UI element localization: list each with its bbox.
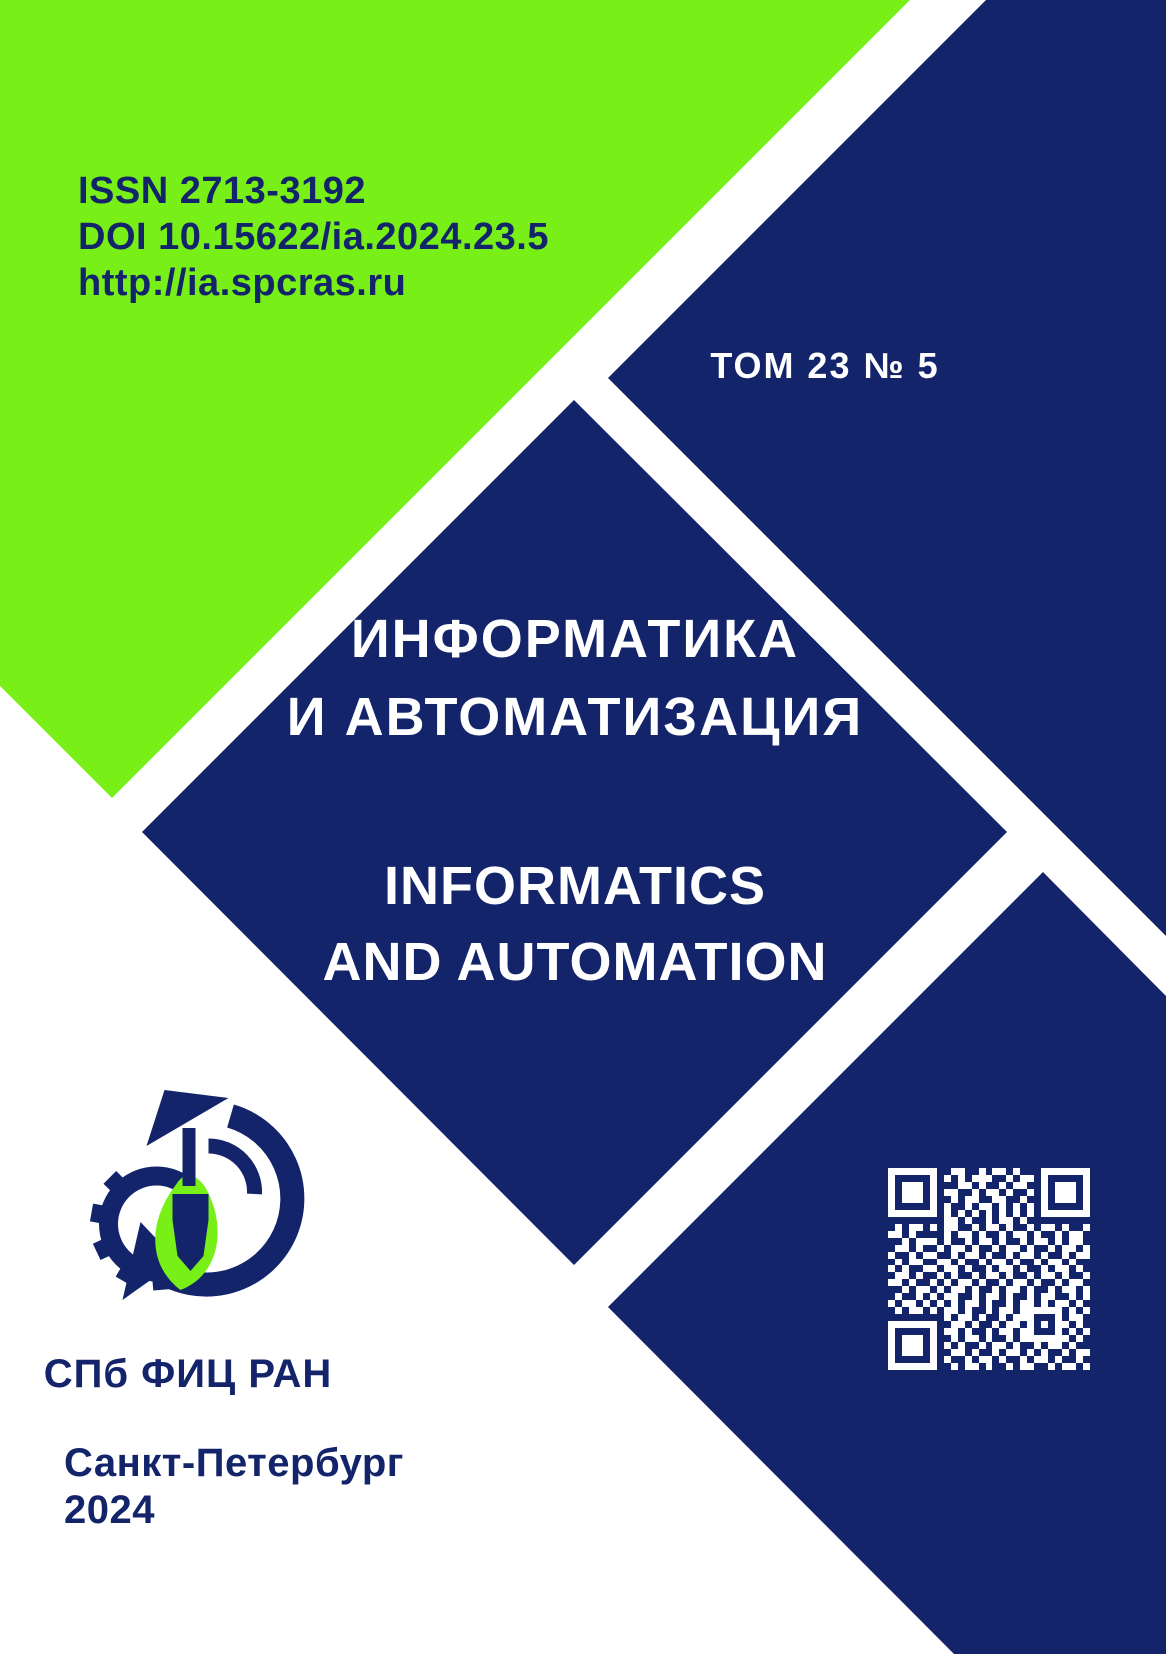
journal-title-en: [175, 848, 975, 1000]
journal-title-ru-line1: ИНФОРМАТИКА: [350, 609, 800, 669]
journal-title-en-line2: AND AUTOMATION: [322, 932, 828, 992]
imprint-year: 2024: [64, 1488, 155, 1532]
doi-text: DOI 10.15622/ia.2024.23.5: [78, 216, 549, 258]
gear-leaf-pen-arrows-icon: [78, 1072, 313, 1322]
publisher-logo: [78, 1072, 313, 1322]
qr-code: [888, 1168, 1090, 1370]
journal-title-ru-line2: И АВТОМАТИЗАЦИЯ: [286, 687, 864, 747]
journal-title-ru: [175, 600, 975, 756]
imprint: [64, 1440, 404, 1534]
imprint-city: Санкт-Петербург: [64, 1441, 404, 1485]
journal-url[interactable]: http://ia.spcras.ru: [78, 262, 407, 304]
journal-title-en-line1: INFORMATICS: [384, 856, 766, 916]
publisher-name: СПб ФИЦ РАН: [43, 1352, 333, 1396]
issn-text: ISSN 2713-3192: [78, 170, 366, 212]
volume-issue-label: ТОМ 23 № 5: [710, 345, 940, 386]
issn-block: [78, 168, 549, 306]
